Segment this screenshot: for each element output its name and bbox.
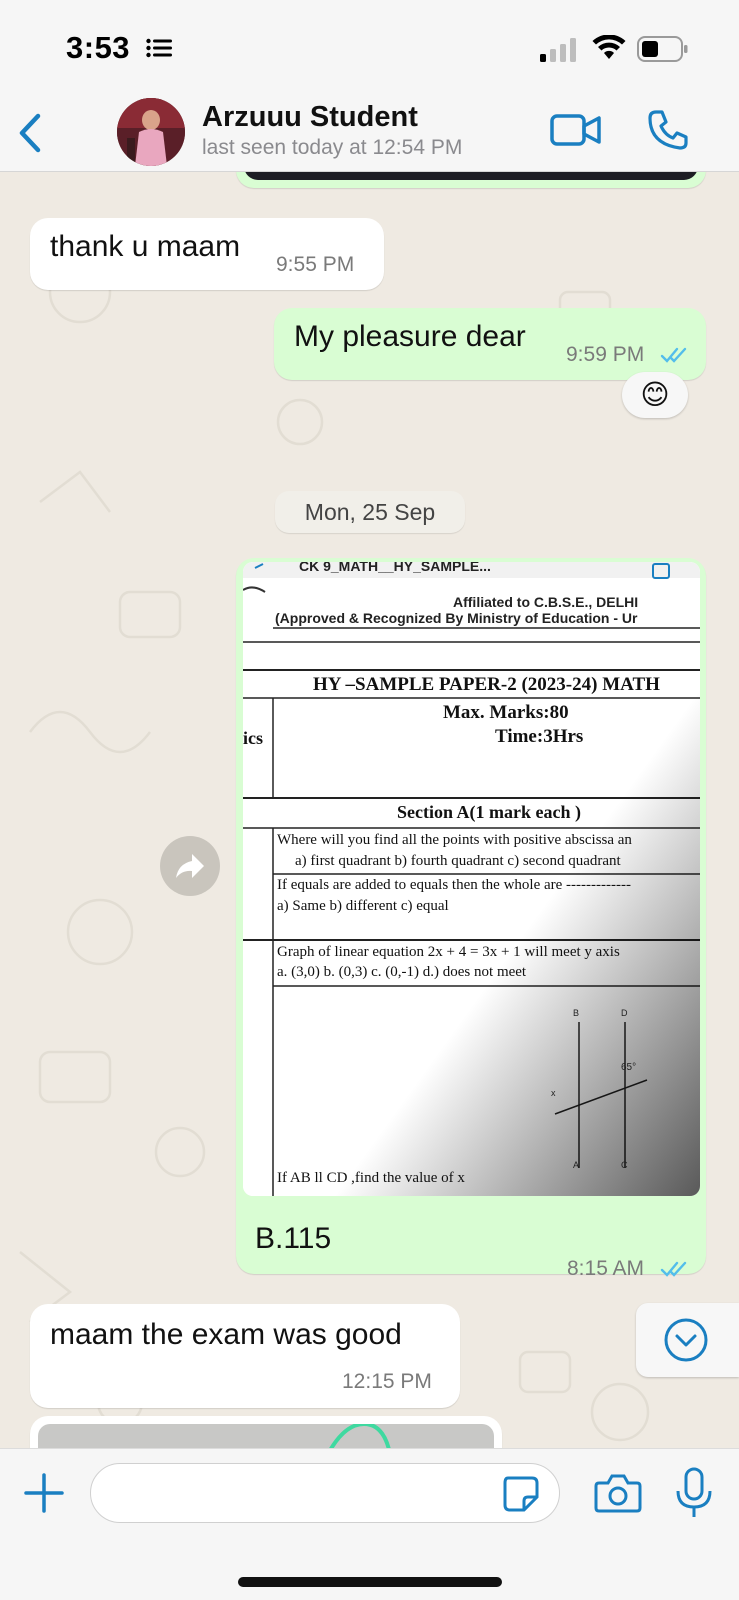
- cellular-signal-icon: [540, 38, 578, 62]
- forward-button[interactable]: [160, 836, 220, 896]
- last-seen-status: last seen today at 12:54 PM: [202, 136, 463, 159]
- chat-header: [0, 98, 739, 172]
- emoji-reaction[interactable]: 😊: [622, 372, 688, 418]
- doc-affiliation: Affiliated to C.B.S.E., DELHI: [453, 594, 639, 610]
- forward-icon: [160, 836, 220, 896]
- previous-image-message[interactable]: [236, 172, 706, 188]
- status-time: 3:53: [66, 30, 131, 65]
- doc-subject-fragment: ics: [243, 728, 263, 748]
- list-icon: [146, 38, 172, 58]
- scroll-to-bottom-button[interactable]: [636, 1303, 739, 1377]
- doc-figure-label-c: C: [621, 1160, 628, 1170]
- doc-section: Section A(1 mark each ): [397, 802, 581, 822]
- message-input[interactable]: [90, 1463, 560, 1523]
- message-time: 12:15 PM: [342, 1370, 432, 1393]
- home-indicator: [238, 1577, 502, 1587]
- message-text: maam the exam was good: [50, 1318, 402, 1351]
- doc-q1-line2: a) first quadrant b) fourth quadrant c) second quadrant: [295, 853, 621, 869]
- message-incoming[interactable]: [30, 1304, 460, 1408]
- back-button[interactable]: [12, 108, 52, 158]
- doc-q1-line1: Where will you find all the points with positive abscissa an: [277, 832, 632, 848]
- read-receipt-icon: [660, 346, 690, 364]
- video-call-button[interactable]: [550, 110, 602, 150]
- message-outgoing[interactable]: [274, 308, 706, 380]
- doc-q3-line1: Graph of linear equation 2x + 4 = 3x + 1 will meet y axis: [277, 944, 620, 960]
- doc-header-top: CK 9_MATH__HY_SAMPLE...: [299, 562, 491, 574]
- next-incoming-image-message[interactable]: [30, 1416, 502, 1448]
- message-text: thank u maam: [50, 230, 241, 263]
- doc-figure-label-a: A: [573, 1160, 580, 1170]
- message-time: 8:15 AM: [567, 1257, 645, 1280]
- doc-approval: (Approved & Recognized By Ministry of Education - Ur: [275, 610, 638, 626]
- image-caption: B.115: [255, 1222, 332, 1255]
- read-receipt-icon: [660, 1260, 690, 1278]
- doc-q4: If AB ll CD ,find the value of x: [277, 1170, 465, 1186]
- chevron-down-circle-icon: [636, 1303, 739, 1377]
- doc-figure-label-d: D: [621, 1008, 628, 1018]
- message-time: 9:55 PM: [276, 253, 355, 276]
- status-bar: [0, 0, 739, 98]
- message-incoming[interactable]: [30, 218, 384, 290]
- doc-figure-label-angle: 65°: [621, 1062, 637, 1073]
- doc-time: Time:3Hrs: [495, 726, 584, 747]
- doc-q2-line2: a) Same b) different c) equal: [277, 898, 449, 914]
- doc-max-marks: Max. Marks:80: [443, 702, 569, 723]
- attach-plus-button[interactable]: [22, 1471, 66, 1515]
- input-bar: [0, 1448, 739, 1600]
- camera-button[interactable]: [594, 1471, 642, 1515]
- avatar[interactable]: [117, 98, 185, 166]
- doc-figure-label-b: B: [573, 1008, 580, 1018]
- voice-call-button[interactable]: [646, 108, 690, 152]
- message-time: 9:59 PM: [566, 343, 645, 366]
- avatar-photo: [117, 98, 185, 166]
- thumbnail-graphic: [38, 1424, 494, 1448]
- date-separator: Mon, 25 Sep: [275, 491, 465, 533]
- previous-image-thumbnail: [244, 172, 698, 180]
- sticker-button[interactable]: [502, 1475, 540, 1513]
- message-text: My pleasure dear: [294, 320, 526, 353]
- chat-area[interactable]: [0, 172, 739, 1448]
- next-image-thumbnail: [38, 1424, 494, 1448]
- battery-icon: [637, 36, 689, 62]
- doc-figure-label-x: x: [551, 1088, 556, 1098]
- doc-q3-line2: a. (3,0) b. (0,3) c. (0,-1) d.) does not meet: [277, 964, 527, 980]
- exam-paper-image[interactable]: [243, 562, 700, 1196]
- microphone-button[interactable]: [674, 1467, 714, 1519]
- wifi-icon: [592, 35, 626, 61]
- doc-q2-line1: If equals are added to equals then the whole are -------------: [277, 877, 631, 893]
- contact-name[interactable]: Arzuuu Student: [202, 101, 418, 133]
- doc-paper-title: HY –SAMPLE PAPER-2 (2023-24) MATH: [313, 674, 660, 695]
